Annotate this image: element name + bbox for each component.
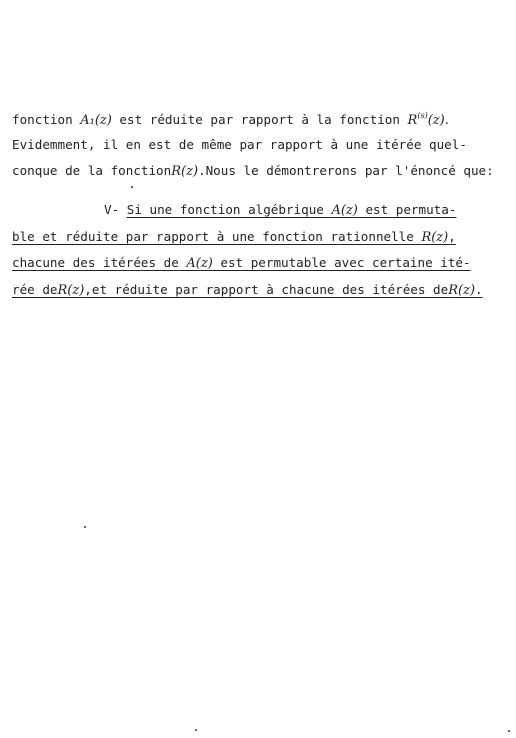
text-run: , xyxy=(448,229,456,244)
text-run: chacune des itérées de xyxy=(12,255,187,270)
ink-speck xyxy=(84,526,86,528)
text-run: ble et réduite par rapport à une fonction rationnelle xyxy=(12,229,422,244)
text-line-1 xyxy=(12,108,449,129)
handwritten-formula: A(z) xyxy=(186,256,213,271)
text-run: ,et réduite par rapport à chacune des itérées de xyxy=(84,282,449,297)
text-run: .Nous le démontrerons par l'énoncé que: xyxy=(198,163,494,178)
theorem-line-4 xyxy=(12,282,483,299)
text-run: est réduite par rapport à la fonction xyxy=(111,112,408,127)
text-run: Si une fonction algébrique xyxy=(126,202,332,217)
handwritten-formula: (z). xyxy=(427,113,449,128)
handwritten-formula: R(z) xyxy=(448,283,476,298)
handwritten-formula: A₁(z) xyxy=(80,113,112,128)
handwritten-formula: R(z) xyxy=(57,283,85,298)
handwritten-formula: R xyxy=(407,113,418,128)
handwritten-formula: R(z) xyxy=(171,164,199,179)
text-line-3 xyxy=(12,163,494,180)
text-run: est permutable avec certaine ité- xyxy=(212,255,471,270)
handwritten-formula: (s) xyxy=(417,111,428,120)
handwritten-formula: R(z) xyxy=(421,230,449,245)
handwritten-formula: A(z) xyxy=(331,203,358,218)
theorem-line-2 xyxy=(12,229,456,246)
text-run: . xyxy=(475,282,483,297)
text-run: Evidemment, il en est de même par rapport à une itérée quel- xyxy=(12,137,467,152)
text-run: fonction xyxy=(12,112,81,127)
ink-speck xyxy=(195,729,197,731)
text-run: V- xyxy=(104,202,127,217)
theorem-line-3 xyxy=(12,255,471,272)
text-run: conque de la fonction xyxy=(12,163,172,178)
ink-speck xyxy=(131,186,133,188)
theorem-line-1 xyxy=(104,202,456,219)
text-run: est permuta- xyxy=(357,202,457,217)
ink-speck xyxy=(508,730,510,732)
text-run: rée de xyxy=(12,282,58,297)
text-line-2 xyxy=(12,137,467,153)
